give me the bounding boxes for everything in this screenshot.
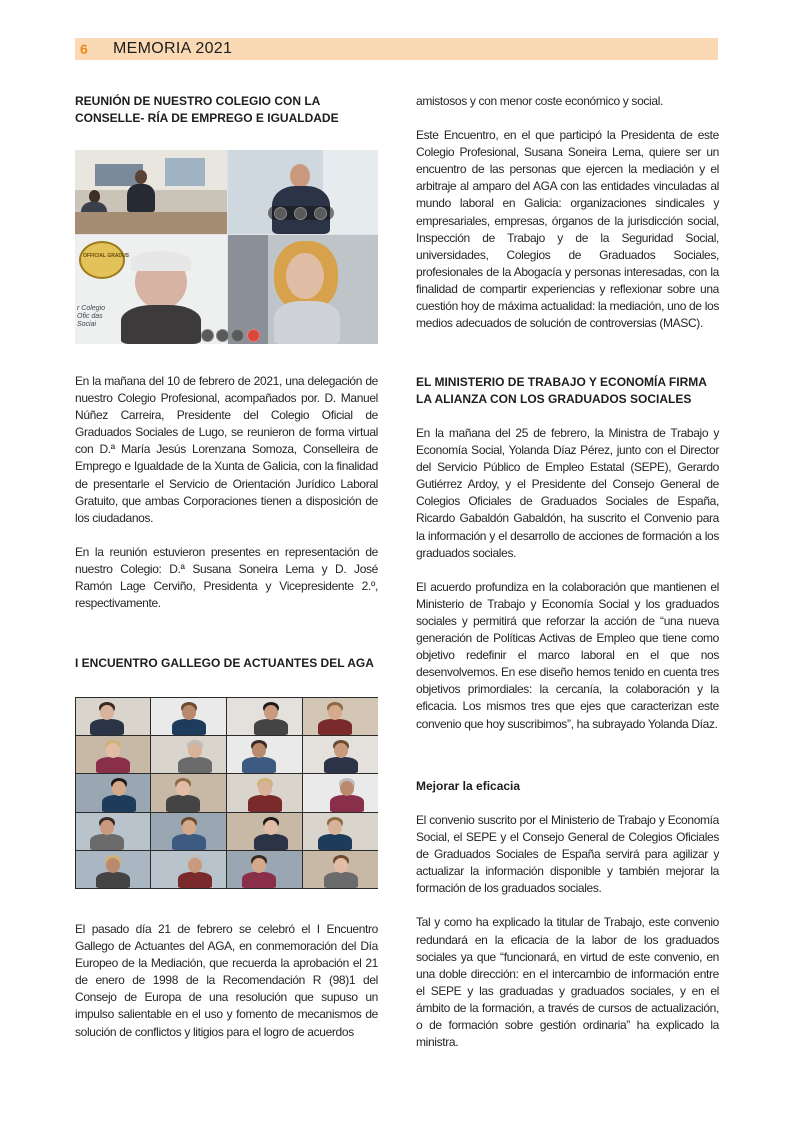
ministerio-section — [416, 374, 719, 733]
participant-face — [334, 743, 348, 758]
participant-tile — [227, 813, 302, 850]
participant-tile — [151, 813, 226, 850]
participant-face — [334, 858, 348, 873]
reunion-paragraph-1: En la mañana del 10 de febrero de 2021, una delegación de nuestro Colegio Profesional, acompañados por. D. Manuel Núñez Carreira, Presidente del Colegio Oficial de Graduados Sociales de Lugo, se reunieron de forma virtual con D.ª María Jesús Lorenzana Somoza, Conselleira de Emprego e Igualdade de la Xunta de Galicia, con la finalidad de presentarle el Servicio de Orientación Jurídico Laboral Gratuito, que ambas Corporaciones tienen a disposición de los ciudadanos. — [75, 374, 378, 525]
participant-face — [176, 781, 190, 796]
ministerio-paragraph-2: El acuerdo profundiza en la colaboración que mantienen el Ministerio de Trabajo y Economía Social y los graduados sociales y permitirá que reforzar la acción de “una nueva generación de Políticas Activas de Empleo que tiene como objetivo redefinir el marco laboral en el que nos desenvolvemos. En ese diseño hemos tenido en cuenta tres objetivos primordiales: la cercanía, la colaboración y la eficacia. Los mismos tres que ejes que caracterizan este convenio que hoy suscribimos”, ha subrayado Yolanda Díaz. — [416, 579, 719, 731]
participant-tile — [151, 736, 226, 773]
ministerio-paragraph-1: En la mañana del 25 de febrero, la Ministra de Trabajo y Economía Social, Yolanda Díaz Pérez, junto con el Director del Servicio Público de Empleo Estatal (SEPE), Gerardo Gutiérrez Ardoy, y el Presidente del Consejo General de Colegios Oficiales de Graduados Sociales de España, Ricardo Gabaldón Gabaldón, ha suscrito el Convenio para la información y el desarrollo de acciones de formación a los graduados sociales. — [416, 426, 719, 560]
encuentro-body — [75, 921, 378, 1041]
participant-tile — [76, 851, 151, 888]
seal-text: OFFICIAL GRADUS — [83, 253, 130, 259]
page-number: 6 — [80, 41, 88, 57]
reunion-heading: REUNIÓN DE NUESTRO COLEGIO CON LA CONSELLE- RÍA DE EMPREGO E IGUALDADE — [75, 94, 339, 125]
encuentro-heading: I ENCUENTRO GALLEGO DE ACTUANTES DEL AGA — [75, 656, 374, 670]
participant-body — [172, 834, 206, 850]
participant-face — [106, 858, 120, 873]
tile-man-desk — [228, 150, 378, 234]
participant-body — [172, 719, 206, 735]
participant-tile — [76, 698, 151, 735]
eficacia-section — [416, 778, 719, 1051]
participant-face — [188, 743, 202, 758]
intro-paragraph-1: amistosos y con menor coste económico y social. — [416, 94, 663, 108]
participant-body — [166, 795, 200, 811]
encuentro-paragraph: El pasado día 21 de febrero se celebró el I Encuentro Gallego de Actuantes del AGA, en conmemoración del Día Europeo de la Mediación, que recuerda la aprobación el 21 de enero de 1998 de la Recomendación R (98)1 del Consejo de Europa de una resolución que supuso un impulso salientable en el uso y fomento de mecanismos de solución de conflictos y litigios para el logro de acuerdos — [75, 922, 378, 1039]
participant-tile — [76, 774, 151, 811]
participant-face — [340, 781, 354, 796]
tile-office-group — [75, 150, 227, 234]
reunion-heading-block — [75, 93, 378, 127]
participant-body — [254, 834, 288, 850]
participant-body — [96, 757, 130, 773]
participant-body — [318, 834, 352, 850]
eficacia-paragraph-1: El convenio suscrito por el Ministerio de Trabajo y Economía Social, el SEPE y el Consejo General de Colegios Oficiales de Graduados Sociales de España servirá para agilizar y actualizar la información disponible y también mejorar la formación de los graduados sociales. — [416, 813, 719, 896]
publication-title: MEMORIA 2021 — [113, 40, 233, 57]
intro-paragraph-2: Este Encuentro, en el que participó la Presidenta de este Colegio Profesional, Susana Soneira Lema, quiere ser un encuentro de las personas que ejercen la mediación y el arbitraje al amparo del AGA con las entidades vinculadas al mundo laboral en Galicia: organizaciones sindicales y empresariales, empresas, órganos de la jurisdicción social, Inspección de Trabajo y de la Seguridad Social, universidades, Colegios de Graduados Sociales, profesionales de la Abogacía y personas interesadas, con la finalidad de compartir experiencias y reflexionar sobre una cuestión hoy de máxima actualidad: la mediación, uno de los medios adecuados de solución de controversias (MASC). — [416, 128, 719, 331]
participant-body — [90, 834, 124, 850]
participant-face — [328, 820, 342, 835]
encuentro-heading-block — [75, 655, 378, 672]
participant-face — [182, 820, 196, 835]
participant-body — [318, 719, 352, 735]
reunion-body — [75, 373, 378, 612]
videocall-photo-encuentro — [75, 697, 378, 889]
participant-body — [324, 757, 358, 773]
participant-body — [178, 757, 212, 773]
right-intro — [416, 93, 719, 332]
participant-body — [324, 872, 358, 888]
participant-body — [254, 719, 288, 735]
reunion-paragraph-2: En la reunión estuvieron presentes en representación de nuestro Colegio: D.ª Susana Soneira Lema y D. José Ramón Lage Cerviño, Presidenta y Vicepresidente 2.º, respectivamente. — [75, 544, 378, 611]
participant-tile — [303, 698, 378, 735]
participant-tile — [227, 774, 302, 811]
participant-tile — [227, 851, 302, 888]
participant-face — [258, 781, 272, 796]
participant-body — [96, 872, 130, 888]
ministerio-heading: EL MINISTERIO DE TRABAJO Y ECONOMÍA FIRMA LA ALIANZA CON LOS GRADUADOS SOCIALES — [416, 375, 707, 406]
participant-face — [252, 743, 266, 758]
participant-tile — [227, 736, 302, 773]
eficacia-heading: Mejorar la eficacia — [416, 779, 521, 793]
participant-tile — [303, 813, 378, 850]
participant-body — [330, 795, 364, 811]
participant-body — [248, 795, 282, 811]
participant-body — [178, 872, 212, 888]
participant-body — [242, 872, 276, 888]
participant-face — [100, 820, 114, 835]
participant-body — [90, 719, 124, 735]
call-controls — [75, 325, 378, 344]
videocall-photo-conselleria — [75, 150, 378, 344]
participant-tile — [303, 774, 378, 811]
participant-body — [242, 757, 276, 773]
logo-text: r Colegio Ofic das Sociai — [77, 305, 106, 328]
participant-tile — [151, 774, 226, 811]
participant-tile — [76, 813, 151, 850]
participant-tile — [227, 698, 302, 735]
participant-tile — [151, 698, 226, 735]
participant-tile — [303, 736, 378, 773]
participant-face — [100, 705, 114, 720]
participant-face — [182, 705, 196, 720]
participant-face — [264, 820, 278, 835]
participant-face — [264, 705, 278, 720]
participant-face — [328, 705, 342, 720]
eficacia-paragraph-2: Tal y como ha explicado la titular de Trabajo, este convenio redundará en la eficacia de la labor de los graduados sociales ya que “funcionará, en virtud de este convenio, en una doble dirección: en el intercambio de información entre el SEPE y las graduadas y graduados sociales, y en el ámbito de la formación, a través de cursos de actualización, o de formación sobre gestión ordinaria” ha explicado la ministra. — [416, 915, 719, 1050]
participant-face — [252, 858, 266, 873]
participant-tile — [151, 851, 226, 888]
participant-tile — [76, 736, 151, 773]
participant-face — [106, 743, 120, 758]
participant-face — [188, 858, 202, 873]
participant-tile — [303, 851, 378, 888]
participant-body — [102, 795, 136, 811]
participant-face — [112, 781, 126, 796]
